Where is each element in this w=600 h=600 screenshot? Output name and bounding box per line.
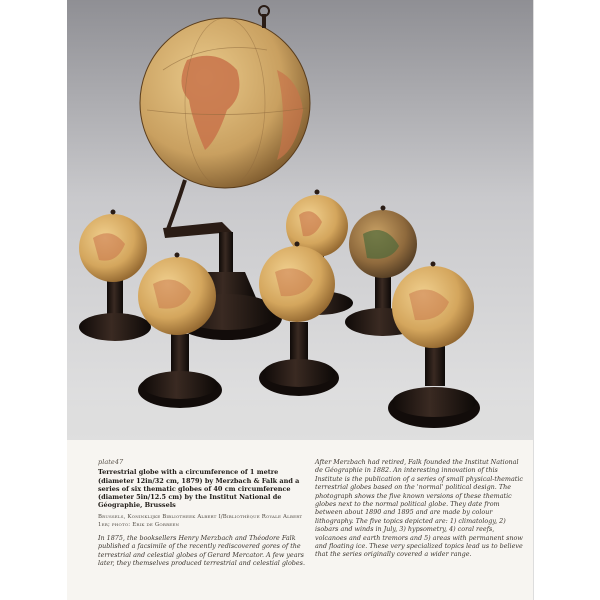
caption-title: Terrestrial globe with a circumference of 1 metre (diameter 12in/32 cm, 1879) by Merzbach & Falk and a series of six thematic globes of 40 cm circumference (diameter 5in/12.5 cm) by the Institut National de Géographie, Brussels bbox=[98, 468, 300, 510]
photo-credit: Brussels, Koninklijke Bibliotheek Albert I/Bibliothèque Royale Albert 1er; photo: Erik de Gorreen bbox=[98, 514, 303, 528]
text-area bbox=[67, 440, 533, 600]
book-page bbox=[67, 0, 533, 600]
plate-number: plate47 bbox=[98, 458, 124, 466]
body-paragraph: After Merzbach had retired, Falk founded the Institut National de Géographie in 1882. An interesting innovation of this Institute is the publication of a series of small physical-thematic terrestrial globes based on the 'normal' political design. The photograph shows the five known versions of these thematic globes next to the normal political globe. They date from between about 1890 and 1895 and are made by colour lithography. The five topics depicted are: 1) climatology, 2) isobars and winds in July, 3) hypsometry, 4) coral reefs, volcanoes and earth tremors and 5) areas with permanent snow and floating ice. These very specialized topics lead us to believe that the series originally covered a wider range. bbox=[315, 458, 523, 559]
caption-paragraph: In 1875, the booksellers Henry Merzbach and Théodore Falk published a facsimile of the recently rediscovered gores of the terrestrial and celestial globes of Gerard Mercator. A few years later, they themselves produced terrestrial and celestial globes. bbox=[98, 533, 305, 568]
caption-column bbox=[98, 458, 310, 567]
globe-photograph bbox=[67, 0, 533, 440]
body-column bbox=[315, 458, 527, 559]
